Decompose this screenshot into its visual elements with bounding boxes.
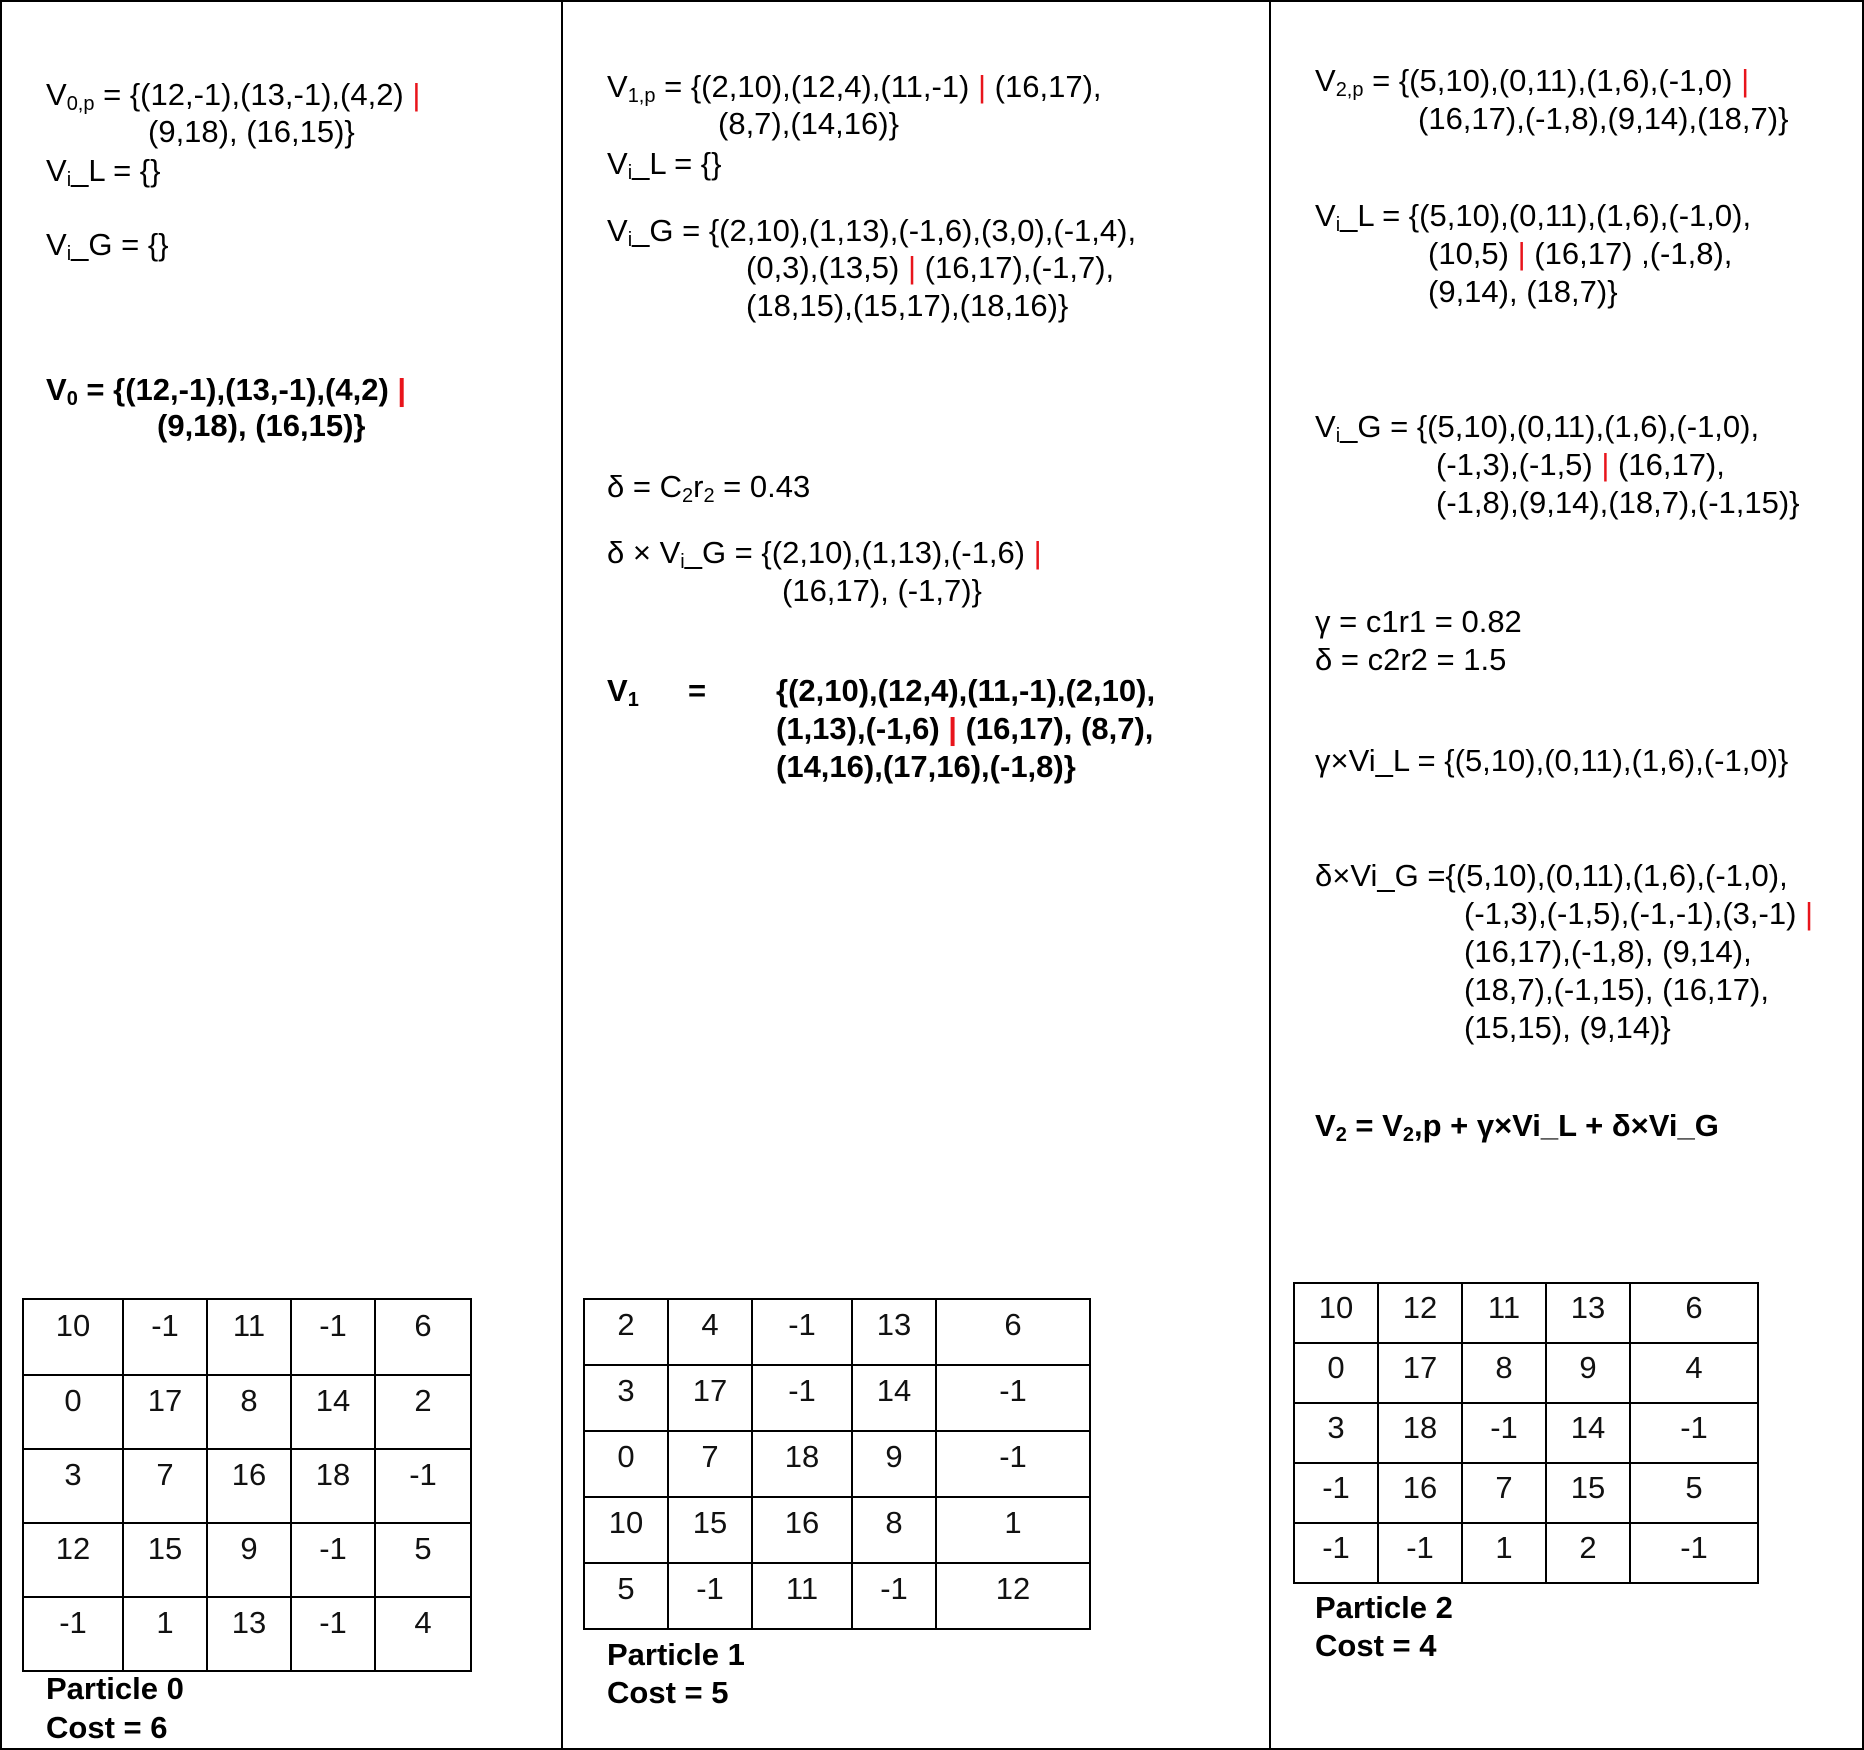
grid-cell: 7 <box>668 1431 752 1497</box>
delta-vi-g-line3-2: (16,17),(-1,8), (9,14), <box>1464 934 1752 969</box>
grid-cell: 13 <box>852 1299 936 1365</box>
grid-cell: 13 <box>207 1597 291 1671</box>
vi-g-line3-2: (-1,8),(9,14),(18,7),(-1,15)} <box>1436 485 1800 520</box>
grid-cell: 18 <box>1378 1403 1462 1463</box>
grid-cell: 1 <box>936 1497 1090 1563</box>
grid-cell: 16 <box>1378 1463 1462 1523</box>
grid-cell: 15 <box>668 1497 752 1563</box>
vi-g-line1-2: $V_i\_G = \{(5,10),(0,11),(1,6),(-1,0)$, <box>1315 409 1760 447</box>
grid-row <box>1294 1523 1758 1583</box>
grid-cell: -1 <box>1630 1403 1758 1463</box>
particle-1-cost: Cost = 5 <box>607 1675 729 1710</box>
grid-cell: -1 <box>936 1365 1090 1431</box>
grid-cell: 7 <box>1462 1463 1546 1523</box>
vi-g-line1-1: $V_i\_G = \{(2,10),(1,13),(-1,6),(3,0),(-1,4)$, <box>607 213 1137 251</box>
delta-vi-g-line2-1: (16,17), (-1,7)} <box>782 573 982 608</box>
delta-vi-g-line1-2: δ×Vi_G ={(5,10),(0,11),(1,6),(-1,0), <box>1315 858 1788 893</box>
v1-result-line1: {(2,10),(12,4),(11,-1),(2,10), <box>776 673 1156 708</box>
grid-row <box>1294 1463 1758 1523</box>
grid-cell: 6 <box>375 1299 471 1375</box>
grid-cell: 14 <box>291 1375 375 1449</box>
v1-result-line2: (1,13),(-1,6) | (16,17), (8,7), <box>776 711 1154 746</box>
grid-cell: 0 <box>23 1375 123 1449</box>
grid-row <box>1294 1343 1758 1403</box>
grid-cell: 12 <box>23 1523 123 1597</box>
delta-vi-g-line1-1: $\delta \times V_i\_G = \{(2,10),(1,13),(-1,6)$ | <box>607 535 1042 573</box>
particle-1-grid <box>583 1298 1091 1630</box>
grid-row <box>584 1299 1090 1365</box>
v0-result-line1: $V_0 = \{(12,-1),(13,-1),(4,2)$ | <box>46 372 407 410</box>
particle-2-grid <box>1293 1282 1759 1584</box>
grid-cell: 17 <box>668 1365 752 1431</box>
grid-cell: -1 <box>752 1365 852 1431</box>
grid-row <box>23 1375 471 1449</box>
grid-cell: 1 <box>123 1597 207 1671</box>
grid-cell: 17 <box>123 1375 207 1449</box>
delta-vi-g-line4-2: (18,7),(-1,15), (16,17), <box>1464 972 1769 1007</box>
particle-0-label: Particle 0 <box>46 1671 184 1706</box>
grid-cell: 5 <box>1630 1463 1758 1523</box>
grid-cell: -1 <box>1294 1523 1378 1583</box>
grid-cell: -1 <box>291 1299 375 1375</box>
grid-cell: -1 <box>23 1597 123 1671</box>
vi-l-line2-2: (10,5) | (16,17) ,(-1,8), <box>1428 236 1733 271</box>
delta-value-1: $\delta = C_2r_2 = 0.43$ <box>607 469 811 507</box>
grid-cell: 7 <box>123 1449 207 1523</box>
grid-cell: 17 <box>1378 1343 1462 1403</box>
vi-l-empty-1: $V_i\_L$ = {} <box>607 146 722 184</box>
particle-0-grid <box>22 1298 472 1672</box>
grid-row <box>23 1597 471 1671</box>
grid-cell: 8 <box>852 1497 936 1563</box>
grid-cell: -1 <box>1462 1403 1546 1463</box>
grid-row <box>584 1497 1090 1563</box>
v1-result-line3: (14,16),(17,16),(-1,8)} <box>776 749 1076 784</box>
grid-cell: 18 <box>752 1431 852 1497</box>
particle-0-cost: Cost = 6 <box>46 1710 168 1745</box>
grid-cell: -1 <box>375 1449 471 1523</box>
grid-row <box>1294 1403 1758 1463</box>
grid-cell: -1 <box>1294 1463 1378 1523</box>
v2p-line2: (16,17),(-1,8),(9,14),(18,7)} <box>1418 101 1789 136</box>
vi-l-line1-2: $V_i\_L = \{(5,10),(0,11),(1,6),(-1,0)$, <box>1315 198 1752 236</box>
grid-cell: 8 <box>207 1375 291 1449</box>
v2p-line1: $V_{2,p} = \{(5,10),(0,11),(1,6),(-1,0)$ | <box>1315 63 1750 101</box>
grid-cell: 0 <box>1294 1343 1378 1403</box>
vi-l-empty-0: $V_i\_L$ = {} <box>46 153 161 191</box>
particle-2-cost: Cost = 4 <box>1315 1628 1437 1663</box>
grid-cell: 4 <box>668 1299 752 1365</box>
grid-cell: 2 <box>375 1375 471 1449</box>
vi-l-line3-2: (9,14), (18,7)} <box>1428 274 1618 309</box>
grid-cell: 14 <box>852 1365 936 1431</box>
vi-g-empty-0: $V_i\_G$ = {} <box>46 227 169 265</box>
v1-result-label: $V_1$ <box>607 673 639 711</box>
delta-value-2: δ = c2r2 = 1.5 <box>1315 642 1507 677</box>
gamma-vi-l: γ×Vi_L = {(5,10),(0,11),(1,6),(-1,0)} <box>1315 743 1789 778</box>
grid-cell: 15 <box>123 1523 207 1597</box>
grid-cell: 6 <box>936 1299 1090 1365</box>
vi-g-line3-1: (18,15),(15,17),(18,16)} <box>746 288 1069 323</box>
grid-cell: 9 <box>207 1523 291 1597</box>
grid-cell: 4 <box>375 1597 471 1671</box>
vi-g-line2-2: (-1,3),(-1,5) | (16,17), <box>1436 447 1725 482</box>
grid-cell: 16 <box>207 1449 291 1523</box>
vi-g-line2-1: (0,3),(13,5) | (16,17),(-1,7), <box>746 250 1115 285</box>
grid-cell: -1 <box>1378 1523 1462 1583</box>
grid-cell: 11 <box>752 1563 852 1629</box>
grid-cell: 3 <box>1294 1403 1378 1463</box>
v0-result-line2: (9,18), (16,15)} <box>157 408 366 443</box>
grid-cell: 8 <box>1462 1343 1546 1403</box>
delta-vi-g-line5-2: (15,15), (9,14)} <box>1464 1010 1671 1045</box>
grid-cell: -1 <box>936 1431 1090 1497</box>
grid-row <box>584 1563 1090 1629</box>
particle-2-label: Particle 2 <box>1315 1590 1453 1625</box>
column-divider-2 <box>1269 0 1271 1750</box>
grid-cell: 3 <box>584 1365 668 1431</box>
grid-cell: 5 <box>584 1563 668 1629</box>
grid-cell: 9 <box>1546 1343 1630 1403</box>
grid-row <box>584 1431 1090 1497</box>
grid-cell: 3 <box>23 1449 123 1523</box>
column-divider-1 <box>561 0 563 1750</box>
grid-row <box>23 1299 471 1375</box>
v1p-line2: (8,7),(14,16)} <box>718 106 899 141</box>
grid-cell: 0 <box>584 1431 668 1497</box>
grid-cell: -1 <box>1630 1523 1758 1583</box>
grid-cell: 2 <box>584 1299 668 1365</box>
grid-cell: 10 <box>584 1497 668 1563</box>
v1-result-equals: = <box>688 673 707 708</box>
grid-cell: 13 <box>1546 1283 1630 1343</box>
v2-result: $V_2 = V_2,p$ + γ×Vi_L + δ×Vi_G <box>1315 1108 1719 1146</box>
grid-cell: 11 <box>207 1299 291 1375</box>
gamma-value: γ = c1r1 = 0.82 <box>1315 604 1522 639</box>
grid-row <box>584 1365 1090 1431</box>
grid-cell: 5 <box>375 1523 471 1597</box>
delta-vi-g-line2-2: (-1,3),(-1,5),(-1,-1),(3,-1) | <box>1464 896 1814 931</box>
grid-cell: 1 <box>1462 1523 1546 1583</box>
grid-cell: 14 <box>1546 1403 1630 1463</box>
grid-cell: 2 <box>1546 1523 1630 1583</box>
grid-row <box>23 1449 471 1523</box>
grid-cell: 11 <box>1462 1283 1546 1343</box>
grid-cell: 9 <box>852 1431 936 1497</box>
v0p-line1: $V_{0,p} = \{(12,-1),(13,-1),(4,2)$ | <box>46 77 421 115</box>
grid-cell: -1 <box>668 1563 752 1629</box>
v1p-line1: $V_{1,p} = \{(2,10),(12,4),(11,-1)$ | (16,17), <box>607 69 1102 107</box>
grid-cell: -1 <box>852 1563 936 1629</box>
grid-cell: 18 <box>291 1449 375 1523</box>
particle-1-label: Particle 1 <box>607 1637 745 1672</box>
grid-cell: 4 <box>1630 1343 1758 1403</box>
grid-row <box>23 1523 471 1597</box>
grid-cell: 12 <box>936 1563 1090 1629</box>
grid-cell: -1 <box>291 1597 375 1671</box>
grid-cell: -1 <box>123 1299 207 1375</box>
grid-cell: 12 <box>1378 1283 1462 1343</box>
grid-cell: 10 <box>23 1299 123 1375</box>
grid-row <box>1294 1283 1758 1343</box>
grid-cell: -1 <box>752 1299 852 1365</box>
v0p-line2: (9,18), (16,15)} <box>148 114 355 149</box>
grid-cell: -1 <box>291 1523 375 1597</box>
grid-cell: 6 <box>1630 1283 1758 1343</box>
grid-cell: 16 <box>752 1497 852 1563</box>
grid-cell: 10 <box>1294 1283 1378 1343</box>
grid-cell: 15 <box>1546 1463 1630 1523</box>
